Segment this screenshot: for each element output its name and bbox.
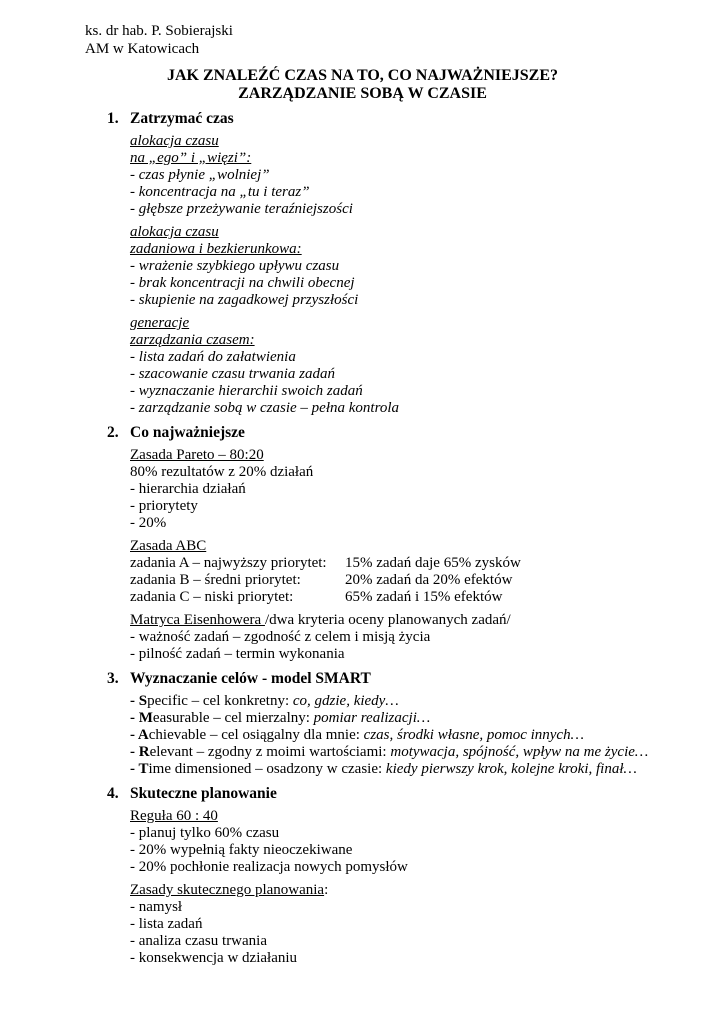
- list-item: - zarządzanie sobą w czasie – pełna kontrola: [130, 400, 400, 416]
- list-item: - 20% pochłonie realizacja nowych pomysłów: [130, 859, 408, 875]
- section-1-title: Zatrzymać czas: [130, 110, 234, 127]
- zasady-head-colon: :: [324, 882, 329, 898]
- table-row: [130, 589, 725, 606]
- list-item: - priorytety: [130, 498, 198, 514]
- block-alokacja-ego: [130, 133, 725, 218]
- section-1-number: 1.: [107, 110, 119, 127]
- smart-item: [130, 727, 725, 744]
- smart-lead: - A: [130, 727, 149, 743]
- block-zasady-planowania: [130, 882, 725, 967]
- abc-task-label: zadania B – średni priorytet:: [130, 572, 301, 588]
- section-3-title: Wyznaczanie celów - model SMART: [130, 670, 371, 687]
- list-item: - koncentracja na „tu i teraz”: [130, 184, 310, 200]
- smart-tail: motywacja, spójność, wpływ na me życie…: [390, 744, 649, 760]
- block-alokacja-zadaniowa: [130, 224, 725, 309]
- block-smart: [130, 693, 725, 778]
- eisenhower-head-rest: /dwa kryteria oceny planowanych zadań/: [264, 612, 511, 628]
- section-4-number: 4.: [107, 785, 119, 802]
- title-line-1: JAK ZNALEŹĆ CZAS NA TO, CO NAJWAŻNIEJSZE?: [166, 67, 559, 84]
- section-3: [0, 670, 725, 778]
- smart-lead: - R: [130, 744, 150, 760]
- block-head-line: zarządzania czasem:: [130, 332, 255, 348]
- institution-line: AM w Katowicach: [85, 41, 200, 57]
- smart-lead: - S: [130, 693, 148, 709]
- smart-body: chievable – cel osiągalny dla mnie:: [148, 727, 364, 743]
- block-regula-60-40: [130, 808, 725, 876]
- block-head-line: zadaniowa i bezkierunkowa:: [130, 241, 302, 257]
- list-item: 80% rezultatów z 20% działań: [130, 464, 314, 480]
- smart-body: ime dimensioned – osadzony w czasie:: [148, 761, 386, 777]
- list-item: - szacowanie czasu trwania zadań: [130, 366, 336, 382]
- smart-item: [130, 693, 725, 710]
- block-head-line: na „ego” i „więzi”:: [130, 150, 252, 166]
- list-item: - głębsze przeżywanie teraźniejszości: [130, 201, 353, 217]
- smart-tail: pomiar realizacji…: [313, 710, 431, 726]
- document-header: [85, 22, 725, 58]
- block-eisenhower: [130, 612, 725, 663]
- block-head-line: Reguła 60 : 40: [130, 808, 218, 824]
- table-row: [130, 572, 725, 589]
- list-item: - skupienie na zagadkowej przyszłości: [130, 292, 359, 308]
- list-item: - wrażenie szybkiego upływu czasu: [130, 258, 340, 274]
- abc-task-value: 15% zadań daje 65% zysków: [345, 555, 521, 571]
- list-item: - namysł: [130, 899, 183, 915]
- smart-item: [130, 710, 725, 727]
- section-2-heading: [107, 424, 725, 441]
- list-item: - ważność zadań – zgodność z celem i misją życia: [130, 629, 431, 645]
- list-item: - wyznaczanie hierarchii swoich zadań: [130, 383, 363, 399]
- abc-task-label: zadania C – niski priorytet:: [130, 589, 294, 605]
- block-head-line: [130, 612, 725, 629]
- smart-item: [130, 761, 725, 778]
- smart-body: pecific – cel konkretny:: [147, 693, 293, 709]
- block-head-line: alokacja czasu: [130, 133, 219, 149]
- author-line: ks. dr hab. P. Sobierajski: [85, 23, 233, 39]
- list-item: - czas płynie „wolniej”: [130, 167, 270, 183]
- list-item: - lista zadań do załatwienia: [130, 349, 296, 365]
- block-generacje: [130, 315, 725, 417]
- block-head-line: Zasada ABC: [130, 538, 207, 554]
- smart-tail: kiedy pierwszy krok, kolejne kroki, finał…: [385, 761, 637, 777]
- section-3-number: 3.: [107, 670, 119, 687]
- section-4-heading: [107, 785, 725, 802]
- table-row: [130, 555, 725, 572]
- section-3-heading: [107, 670, 725, 687]
- list-item: - 20% wypełnią fakty nieoczekiwane: [130, 842, 353, 858]
- abc-task-value: 65% zadań i 15% efektów: [345, 589, 503, 605]
- block-head-line: Zasada Pareto – 80:20: [130, 447, 264, 463]
- block-head-line: generacje: [130, 315, 190, 331]
- block-abc: [130, 538, 725, 606]
- list-item: - 20%: [130, 515, 167, 531]
- eisenhower-head-underlined: Matryca Eisenhowera: [130, 612, 265, 628]
- block-head-line: alokacja czasu: [130, 224, 219, 240]
- section-2: [0, 424, 725, 663]
- list-item: - pilność zadań – termin wykonania: [130, 646, 345, 662]
- zasady-head-underlined: Zasady skutecznego planowania: [130, 882, 325, 898]
- smart-tail: co, gdzie, kiedy…: [292, 693, 399, 709]
- list-item: - hierarchia działań: [130, 481, 246, 497]
- abc-task-value: 20% zadań da 20% efektów: [345, 572, 513, 588]
- section-4-title: Skuteczne planowanie: [130, 785, 277, 802]
- smart-body: easurable – cel mierzalny:: [152, 710, 314, 726]
- section-1: [0, 110, 725, 417]
- section-4: [0, 785, 725, 967]
- smart-body: elevant – zgodny z moimi wartościami:: [149, 744, 391, 760]
- section-2-title: Co najważniejsze: [130, 424, 245, 441]
- list-item: - planuj tylko 60% czasu: [130, 825, 280, 841]
- block-pareto: [130, 447, 725, 532]
- list-item: - lista zadań: [130, 916, 203, 932]
- abc-task-label: zadania A – najwyższy priorytet:: [130, 555, 327, 571]
- list-item: - brak koncentracji na chwili obecnej: [130, 275, 355, 291]
- title-line-2: ZARZĄDZANIE SOBĄ W CZASIE: [238, 85, 487, 102]
- smart-tail: czas, środki własne, pomoc innych…: [363, 727, 584, 743]
- section-1-heading: [107, 110, 725, 127]
- block-head-line: [130, 882, 725, 899]
- smart-lead: - M: [130, 710, 153, 726]
- list-item: - analiza czasu trwania: [130, 933, 267, 949]
- document-title: [0, 67, 725, 103]
- smart-item: [130, 744, 725, 761]
- smart-lead: - T: [130, 761, 149, 777]
- section-2-number: 2.: [107, 424, 119, 441]
- list-item: - konsekwencja w działaniu: [130, 950, 298, 966]
